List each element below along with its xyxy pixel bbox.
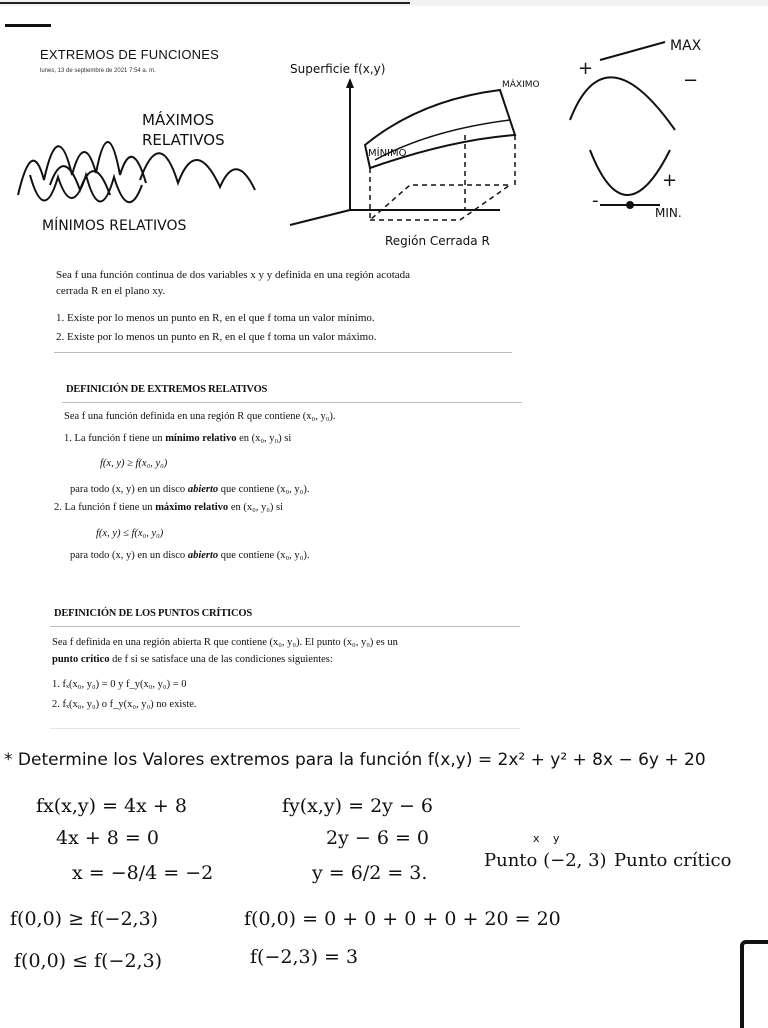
page-corner-mark [740,940,768,1028]
label-minimo: MÍNIMO [368,148,407,159]
fy-derivative: fy(x,y) = 2y − 6 [282,795,433,817]
fx-equation: 4x + 8 = 0 [56,827,159,849]
critical-line-2-post: de f si se satisface una de las condiciones siguientes: [109,654,333,665]
heading-puntos-criticos: DEFINICIÓN DE LOS PUNTOS CRÍTICOS [54,608,253,619]
fx-derivative: fx(x,y) = 4x + 8 [36,795,187,817]
label-min: MIN. [655,206,682,220]
for-all-1-pre: para todo (x, y) en un disco [70,484,188,495]
extremes-item-2-pre: 2. La función f tiene un [54,502,156,513]
fy-equation: 2y − 6 = 0 [326,827,429,849]
for-all-1-ital: abierto [187,484,219,495]
for-all-1-post: que contiene (x₀, y₀). [218,484,310,495]
for-all-2-ital: abierto [187,550,219,561]
sign-plus-upper: + [578,58,594,79]
extremes-item-2-post: en (x₀, y₀) si [228,502,284,513]
theorem-item-1: 1. Existe por lo menos un punto en R, en el que f toma un valor mínimo. [56,312,375,324]
extremes-item-2-bold: máximo relativo [155,502,229,513]
problem-prompt: * Determine los Valores extremos para la función f(x,y) = 2x² + y² + 8x − 6y + 20 [4,750,706,770]
sign-plus-lower: + [662,170,678,191]
critical-point: Punto (−2, 3) [484,850,607,871]
divider-2 [50,728,520,729]
sign-minus-upper: − [683,70,699,91]
theorem-item-2: 2. Existe por lo menos un punto en R, en el que f toma un valor máximo. [56,331,377,343]
heading-rule-2 [50,626,520,627]
point-x-label: x [533,832,540,845]
divider [54,352,512,353]
extremes-for-all-1 [70,484,309,495]
heading-extremos-relativos: DEFINICIÓN DE EXTREMOS RELATIVOS [66,384,268,395]
inequality-min: f(x, y) ≥ f(x₀, y₀) [100,458,168,469]
evaluation-critical: f(−2,3) = 3 [250,946,359,968]
critical-line-2-bold: punto crítico [52,654,110,665]
theorem-intro-line1: Sea f una función continua de dos variables x y y definida en una región acotada [56,269,411,281]
label-max: MAX [670,38,702,54]
evaluation-origin: f(0,0) = 0 + 0 + 0 + 0 + 20 = 20 [244,908,561,930]
for-all-2-post: que contiene (x₀, y₀). [218,550,310,561]
extremes-for-all-2 [70,550,309,561]
for-all-2-pre: para todo (x, y) en un disco [70,550,188,561]
label-maximos-relativos: MÁXIMOS RELATIVOS [142,111,225,149]
page-date: lunes, 13 de septiembre de 2021 7:54 a. m. [40,68,156,74]
extremes-item-1-post: en (x₀, y₀) si [236,433,292,444]
critical-line-2 [52,654,333,665]
extremes-item-1-bold: mínimo relativo [165,433,237,444]
top-rule [0,2,410,4]
header-dash [5,24,51,27]
label-minimos-relativos: MÍNIMOS RELATIVOS [42,218,187,234]
theorem-intro-line2: cerrada R en el plano xy. [56,285,166,297]
page-title: EXTREMOS DE FUNCIONES [40,47,219,62]
inequality-max: f(x, y) ≤ f(x₀, y₀) [96,528,164,539]
point-y-label: y [553,832,560,845]
label-maximo: MÁXIMO [502,80,540,90]
fy-solution: y = 6/2 = 3. [312,862,428,884]
label-superficie: Superficie f(x,y) [290,62,386,76]
fx-solution: x = −8/4 = −2 [72,862,214,884]
extremes-intro: Sea f una función definida en una región R que contiene (x₀, y₀). [64,411,336,422]
extremes-item-1 [64,433,291,444]
extremes-item-2 [54,502,283,513]
critical-condition-1: 1. fₓ(x₀, y₀) = 0 y f_y(x₀, y₀) = 0 [52,679,187,690]
heading-rule [62,402,522,403]
critical-condition-2: 2. fₓ(x₀, y₀) o f_y(x₀, y₀) no existe. [52,699,197,710]
critical-line-1: Sea f definida en una región abierta R que contiene (x₀, y₀). El punto (x₀, y₀) es un [52,637,398,648]
extremes-item-1-pre: 1. La función f tiene un [64,433,166,444]
sign-minus-lower: - [592,190,599,211]
critical-point-label: Punto crítico [614,850,732,871]
comparison-max: f(0,0) ≤ f(−2,3) [14,950,163,972]
comparison-min: f(0,0) ≥ f(−2,3) [10,908,159,930]
label-region-cerrada: Región Cerrada R [385,234,490,248]
